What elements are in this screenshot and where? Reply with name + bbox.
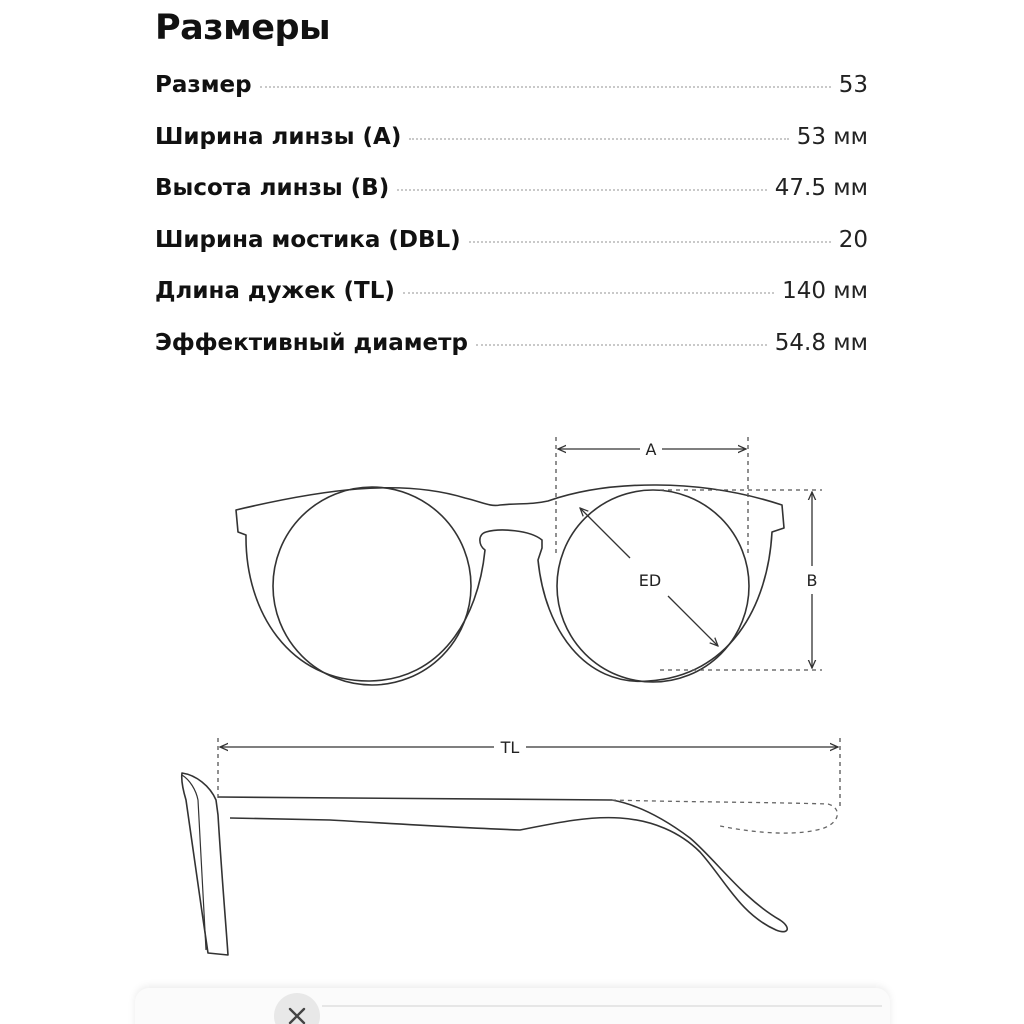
- glasses-front-view: [236, 485, 784, 685]
- dimension-ed: [580, 508, 718, 646]
- left-lens: [273, 487, 471, 685]
- temple-arm: [218, 797, 787, 932]
- dimension-b: [660, 490, 822, 670]
- dimension-a-label: A: [645, 440, 657, 459]
- spec-value: 140 мм: [782, 278, 868, 304]
- glasses-side-view: [182, 773, 838, 955]
- spec-value: 54.8 мм: [774, 329, 868, 356]
- dimension-b-label: B: [806, 571, 818, 590]
- bottom-sheet-divider: [322, 1005, 882, 1007]
- close-icon: [287, 1006, 307, 1024]
- spec-label: Ширина линзы (A): [155, 123, 402, 150]
- spec-value: 20: [838, 226, 868, 253]
- temple-fold-outline: [612, 800, 837, 833]
- spec-label: Размер: [155, 72, 252, 98]
- dimension-ed-label: ED: [638, 571, 662, 590]
- section-title: Размеры: [155, 8, 331, 48]
- dimension-a: [556, 437, 748, 556]
- dimension-tl-label: TL: [500, 738, 520, 757]
- spec-label: Эффективный диаметр: [155, 329, 468, 356]
- spec-label: Длина дужек (TL): [155, 278, 395, 304]
- spec-label: Высота линзы (B): [155, 175, 390, 201]
- spec-label: Ширина мостика (DBL): [155, 226, 461, 253]
- spec-value: 53 мм: [796, 123, 868, 150]
- spec-value: 47.5 мм: [774, 175, 868, 201]
- front-frame-outline: [236, 485, 784, 681]
- spec-value: 53: [838, 72, 868, 98]
